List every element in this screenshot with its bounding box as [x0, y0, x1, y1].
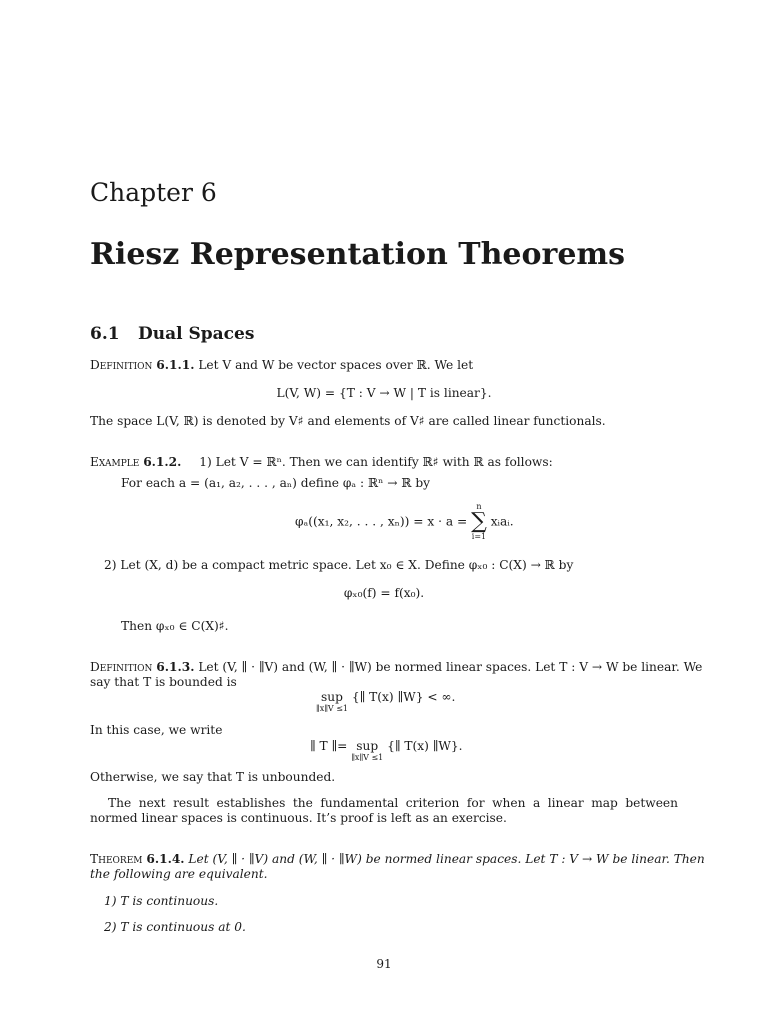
sup-label: sup [356, 739, 379, 753]
theorem-text-2: the following are equivalent. [90, 867, 268, 881]
sum-upper: n [476, 502, 482, 511]
definition-text: Let (V, ∥ · ∥V) and (W, ∥ · ∥W) be normed linear spaces. Let T : V → W be linear. We [198, 660, 703, 674]
example-label: Example [90, 455, 140, 469]
theorem-item-1: 1) T is continuous. [104, 894, 219, 908]
formula-norm-rhs: {∥ T(x) ∥W}. [387, 739, 463, 753]
theorem-item-2: 2) T is continuous at 0. [104, 920, 246, 934]
theorem-text: Let (V, ∥ · ∥V) and (W, ∥ · ∥W) be normed linear spaces. Let T : V → W be linear. Then [188, 852, 705, 866]
definition-number: 6.1.3. [156, 660, 195, 674]
formula-phi-a-rhs: xᵢaᵢ. [490, 514, 514, 529]
page-number: 91 [376, 957, 392, 971]
theorem-label: Theorem [90, 852, 143, 866]
definition-6-1-3 [90, 660, 702, 675]
example-6-1-2 [90, 455, 553, 470]
formula-norm-lhs: ∥ T ∥= [310, 739, 348, 753]
theorem-6-1-4 [90, 852, 705, 867]
section-title: Dual Spaces [138, 324, 255, 344]
section-heading [90, 324, 254, 344]
sup-operator [351, 739, 383, 762]
definition-text-2: say that T is bounded is [90, 675, 237, 689]
example-part2: 2) Let (X, d) be a compact metric space. Let x₀ ∈ X. Define φₓ₀ : C(X) → ℝ by [104, 558, 574, 572]
theorem-number: 6.1.4. [146, 852, 185, 866]
example-part1: 1) Let V = ℝⁿ. Then we can identify ℝ♯ with ℝ as follows: [199, 455, 553, 469]
example-part2b: Then φₓ₀ ∈ C(X)♯. [121, 619, 229, 633]
chapter-title: Riesz Representation Theorems [90, 237, 626, 272]
definition-label: Definition [90, 660, 153, 674]
sup-subscript: ∥x∥V ≤1 [351, 753, 384, 762]
formula-phi-a-lhs: φₐ((x₁, x₂, . . . , xₙ)) = x · a = [295, 514, 468, 529]
chapter-label: Chapter 6 [90, 178, 217, 207]
sup-operator [316, 690, 348, 713]
example-number: 6.1.2. [143, 455, 182, 469]
definition-6-1-1 [90, 358, 473, 373]
sup-label: sup [321, 690, 343, 704]
formula-phi-a [295, 502, 514, 542]
sup-subscript: ∥x∥V ≤1 [316, 704, 349, 713]
sum-symbol: ∑ [471, 509, 487, 534]
sum-lower: i=1 [471, 532, 487, 541]
definition-text-3: In this case, we write [90, 723, 223, 737]
formula-bounded-rhs: {∥ T(x) ∥W} < ∞. [351, 690, 456, 704]
definition-label: Definition [90, 358, 153, 372]
formula-norm [310, 739, 463, 762]
paragraph: The next result establishes the fundamental criterion for when a linear map between normed linear spaces is continuous. It’s proof is left as an exercise. [90, 796, 678, 825]
summation-icon [471, 502, 487, 542]
definition-number: 6.1.1. [156, 358, 195, 372]
formula-phi-x0: φₓ₀(f) = f(x₀). [343, 586, 425, 600]
section-number: 6.1 [90, 324, 120, 344]
example-part1b: For each a = (a₁, a₂, . . . , aₙ) define φₐ : ℝⁿ → ℝ by [121, 476, 431, 490]
definition-text: Let V and W be vector spaces over ℝ. We let [198, 358, 474, 372]
definition-after: The space L(V, ℝ) is denoted by V♯ and elements of V♯ are called linear functionals. [90, 414, 606, 428]
definition-text-4: Otherwise, we say that T is unbounded. [90, 770, 336, 784]
formula-lvw: L(V, W) = {T : V → W | T is linear}. [276, 386, 492, 400]
formula-bounded [316, 690, 455, 713]
